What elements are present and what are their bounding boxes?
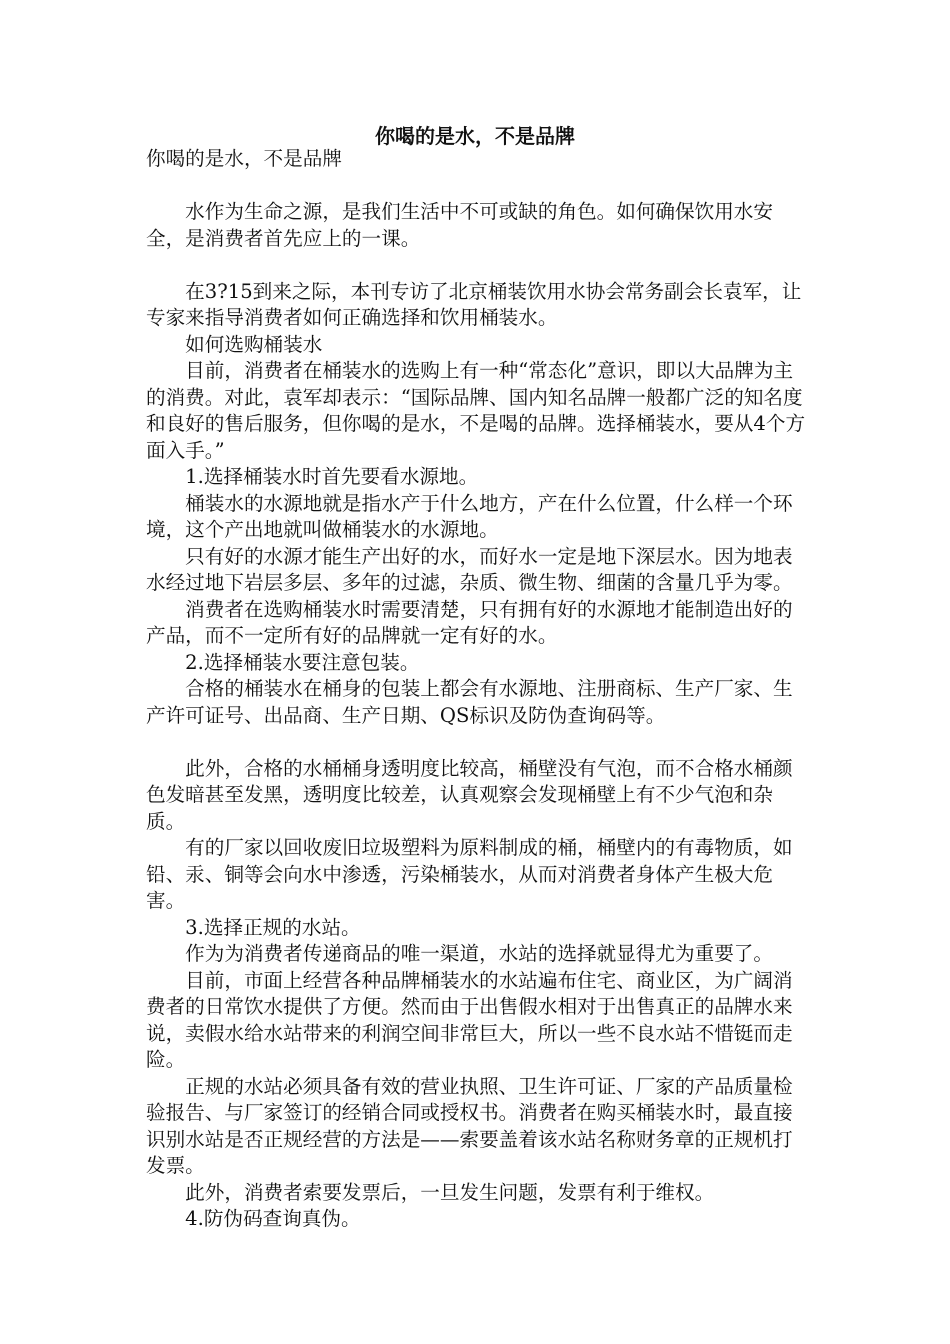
- paragraph: 消费者在选购桶装水时需要清楚，只有拥有好的水源地才能制造出好的产品，而不一定所有好的品牌就一定有好的水。: [146, 597, 793, 647]
- document-body: [146, 146, 806, 1233]
- paragraph: 目前，消费者在桶装水的选购上有一种“常态化”意识，即以大品牌为主的消费。对此，袁军却表示：“国际品牌、国内知名品牌一般都广泛的知名度和良好的售后服务，但你喝的是水，不是喝的品牌。选择桶装水，要从4个方面入手。”: [146, 359, 806, 462]
- paragraph: 此外，消费者索要发票后，一旦发生问题，发票有利于维权。: [146, 1180, 715, 1204]
- paragraph: 合格的桶装水在桶身的包装上都会有水源地、注册商标、生产厂家、生产许可证号、出品商、生产日期、QS标识及防伪查询码等。: [146, 677, 793, 727]
- paragraph: 目前，市面上经营各种品牌桶装水的水站遍布住宅、商业区，为广阔消费者的日常饮水提供了方便。然而由于出售假水相对于出售真正的品牌水来说，卖假水给水站带来的利润空间非常巨大，所以一些不良水站不惜铤而走险。: [146, 968, 793, 1071]
- paragraph: 此外，合格的水桶桶身透明度比较高，桶壁没有气泡，而不合格水桶颜色发暗甚至发黑，透明度比较差，认真观察会发现桶壁上有不少气泡和杂质。: [146, 756, 793, 833]
- paragraph: 只有好的水源才能生产出好的水，而好水一定是地下深层水。因为地表水经过地下岩层多层、多年的过滤，杂质、微生物、细菌的含量几乎为零。: [146, 544, 793, 594]
- paragraph: 水作为生命之源，是我们生活中不可或缺的角色。如何确保饮用水安全，是消费者首先应上的一课。: [146, 200, 773, 250]
- blank-line: [146, 729, 806, 756]
- section-heading: 2.选择桶装水要注意包装。: [146, 650, 420, 674]
- paragraph: 有的厂家以回收废旧垃圾塑料为原料制成的桶，桶壁内的有毒物质，如铅、汞、铜等会向水中渗透，污染桶装水，从而对消费者身体产生极大危害。: [146, 836, 793, 912]
- paragraph: 正规的水站必须具备有效的营业执照、卫生许可证、厂家的产品质量检验报告、与厂家签订的经销合同或授权书。消费者在购买桶装水时，最直接识别水站是否正规经营的方法是——索要盖着该水站名称财务章的正规机打发票。: [146, 1074, 793, 1177]
- paragraph: 在3?15到来之际，本刊专访了北京桶装饮用水协会常务副会长袁军，让专家来指导消费者如何正确选择和饮用桶装水。: [146, 279, 802, 329]
- paragraph: 桶装水的水源地就是指水产于什么地方，产在什么位置，什么样一个环境，这个产出地就叫做桶装水的水源地。: [146, 491, 793, 541]
- blank-line: [146, 173, 806, 200]
- document-title: 你喝的是水，不是品牌: [375, 124, 575, 148]
- section-heading: 如何选购桶装水: [146, 332, 323, 356]
- section-heading: 4.防伪码查询真伪。: [146, 1207, 361, 1230]
- paragraph: 作为为消费者传递商品的唯一渠道，水站的选择就显得尤为重要了。: [146, 942, 773, 965]
- section-heading: 3.选择正规的水站。: [146, 915, 361, 939]
- section-heading: 1.选择桶装水时首先要看水源地。: [146, 465, 479, 488]
- document-subtitle: 你喝的是水，不是品牌: [146, 147, 342, 170]
- blank-line: [146, 252, 806, 279]
